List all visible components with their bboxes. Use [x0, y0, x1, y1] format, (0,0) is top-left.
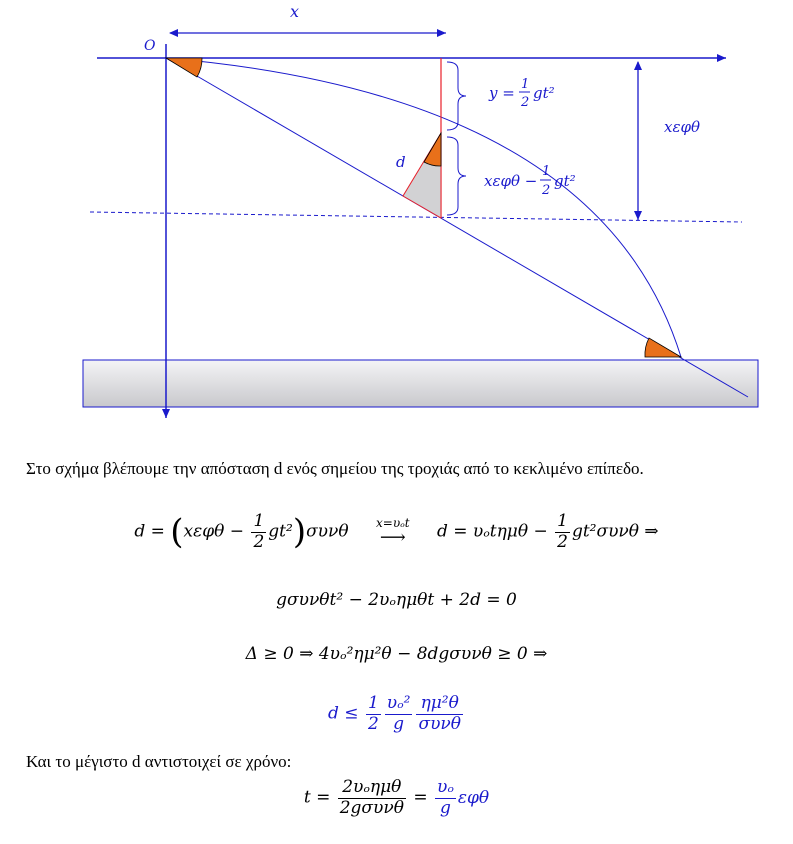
eq1-cos: συνθ: [306, 521, 349, 542]
eq5-frac1-num: 2υₒημθ: [338, 778, 406, 799]
label-mid-half-num: 1: [542, 164, 551, 179]
eq4-frac3-num: ημ²θ: [416, 694, 463, 715]
eq5-frac2: [435, 778, 456, 818]
equation-5: [0, 778, 793, 818]
eq1-rhs-frac-den: 2: [557, 531, 568, 552]
eq4-frac3-den: συνθ: [418, 713, 461, 734]
eq1-d: d =: [134, 521, 171, 542]
label-d: d: [396, 153, 406, 171]
eq4-frac2-den: g: [393, 713, 405, 734]
equation-1: [0, 512, 793, 552]
equation-3: Δ ≥ 0 ⇒ 4υₒ²ημ²θ − 8dgσυνθ ≥ 0 ⇒: [245, 644, 548, 664]
eq5-frac2-den: g: [440, 797, 451, 818]
eq5-eq: =: [407, 787, 433, 808]
eq1-rhs: d = υₒtημθ −: [436, 521, 554, 542]
eq1-rhs-tail: gt²συνθ ⇒: [571, 521, 659, 542]
eq5-tan: εφθ: [457, 787, 490, 808]
eq1-rparen: ): [292, 512, 307, 553]
eq1-frac-den: 2: [253, 531, 265, 552]
eq4-lhs: d ≤: [328, 703, 359, 724]
eq1-gt2: gt²: [268, 521, 293, 542]
eq1-sub-label: x=υₒt: [376, 516, 410, 531]
eq1-substitution: [376, 517, 410, 547]
eq1-long-arrow: ⟶: [379, 527, 406, 549]
brace-diff: [447, 137, 466, 215]
label-y-gt2: gt²: [533, 84, 555, 102]
eq5-frac2-num: υₒ: [437, 777, 454, 797]
max-time-text: Και το μέγιστο d αντιστοιχεί σε χρόνο:: [26, 752, 292, 771]
label-y-half-num: 1: [521, 77, 530, 92]
ground-plane: [83, 360, 758, 407]
eq4-frac1: [366, 694, 381, 734]
eq5-frac1-den: 2gσυνθ: [339, 797, 404, 818]
eq4-frac1-num: 1: [367, 693, 379, 713]
eq5-frac1: [338, 778, 406, 818]
eq5-lhs: t =: [303, 787, 336, 808]
eq1-rhs-frac: [555, 512, 570, 552]
eq1-lparen: (: [170, 512, 184, 553]
label-xtan-mid: xεφθ −: [484, 172, 538, 190]
intro-text: Στο σχήμα βλέπουμε την απόσταση d ενός σημείου της τροχιάς από το κεκλιμένο επίπεδο.: [26, 459, 644, 478]
label-origin: O: [144, 38, 156, 54]
label-mid-gt2: gt²: [554, 172, 576, 190]
eq1-inner: xεφθ −: [183, 521, 250, 542]
eq4-frac2: [385, 694, 413, 734]
eq5-result: [433, 777, 490, 818]
label-mid-half-den: 2: [542, 183, 551, 198]
eq1-frac-num: 1: [253, 511, 265, 531]
equation-2: gσυνθt² − 2υₒημθt + 2d = 0: [276, 590, 517, 610]
label-x: x: [290, 2, 300, 21]
angle-wedge-point: [424, 133, 441, 166]
eq1-rhs-frac-num: 1: [557, 511, 568, 531]
brace-y: [447, 62, 466, 130]
eq4-frac3: [416, 694, 463, 734]
eq1-frac: [251, 512, 266, 552]
eq4-frac1-den: 2: [367, 713, 379, 734]
dashed-level-line: [90, 212, 742, 222]
label-y: y =: [489, 84, 515, 102]
label-y-half-den: 2: [521, 95, 530, 110]
angle-wedge-origin: [166, 58, 202, 77]
label-xtan-right: xεφθ: [664, 118, 701, 136]
equation-4: [0, 694, 793, 734]
eq4-frac2-num: υₒ²: [386, 693, 411, 713]
